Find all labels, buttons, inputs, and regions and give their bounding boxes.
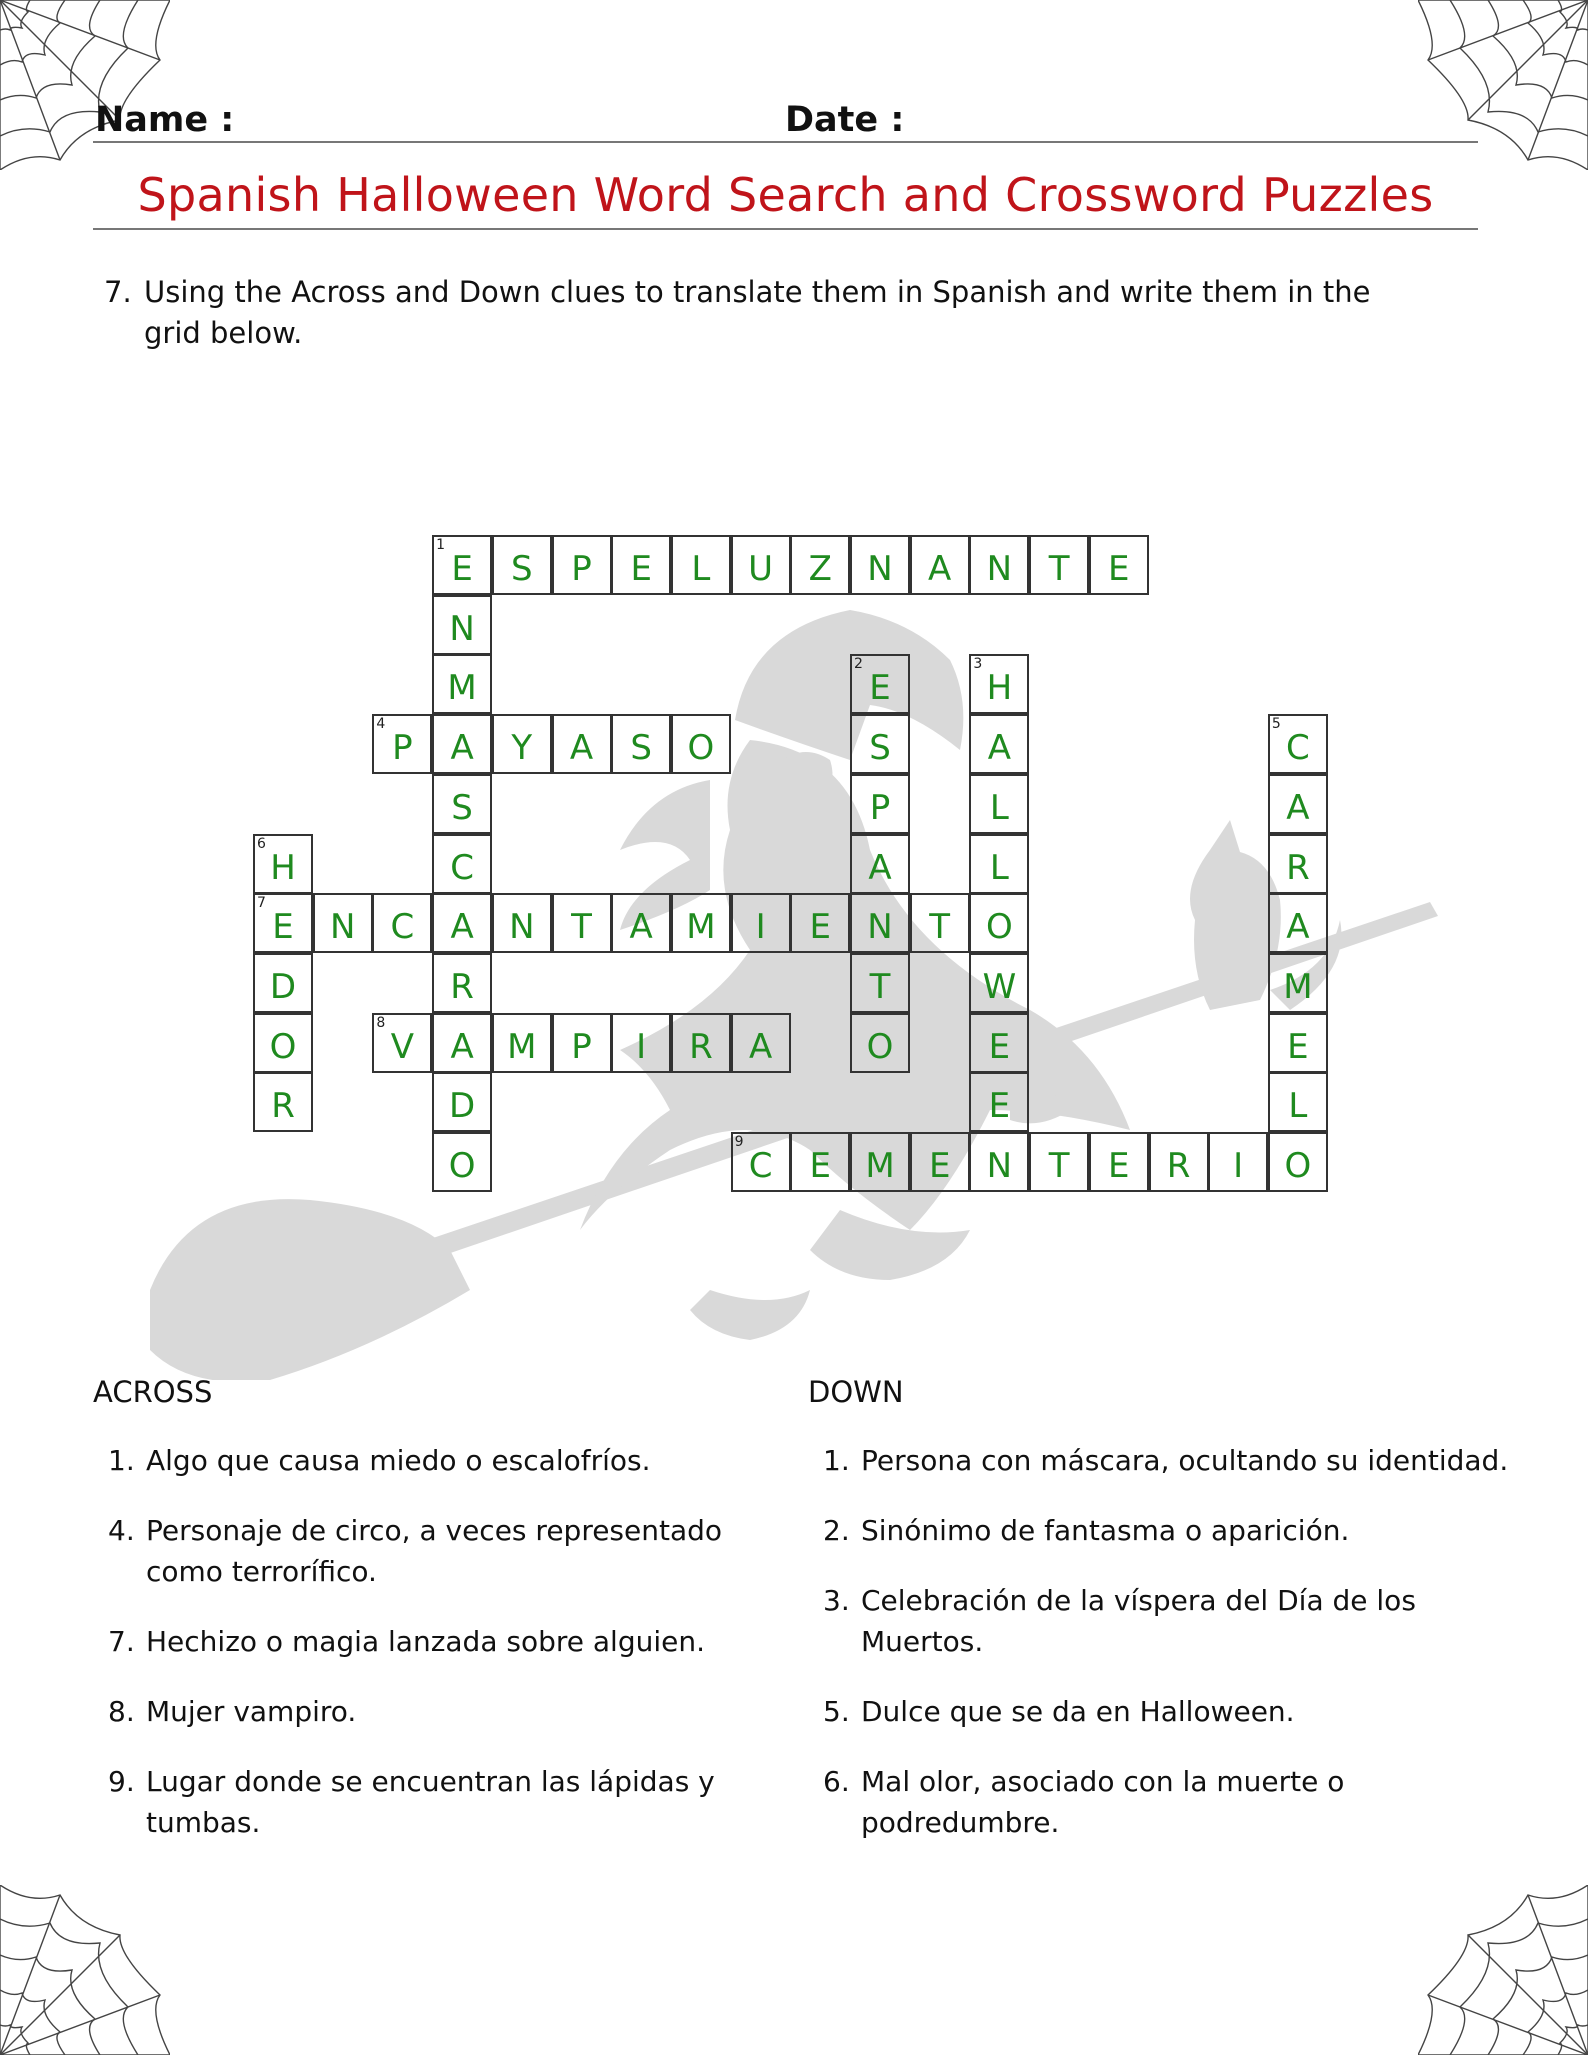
crossword-cell[interactable] [1268,1013,1328,1073]
crossword-cell[interactable] [492,893,552,953]
crossword-cell[interactable] [432,953,492,1013]
down-clue-list [823,1440,1523,1872]
cell-letter: M [507,1026,537,1067]
cell-letter: E [809,1146,832,1186]
crossword-cell[interactable] [731,893,791,953]
cell-number: 7 [257,895,266,912]
crossword-cell[interactable] [492,535,552,595]
cell-letter: L [989,847,1009,888]
crossword-cell[interactable] [432,893,492,953]
cell-letter: P [571,549,592,589]
cell-letter: D [449,1086,476,1127]
cell-number: 1 [436,537,446,553]
cell-letter: U [748,549,774,589]
clue-text: Mujer vampiro. [146,1695,357,1728]
crossword-cell[interactable] [432,1132,492,1192]
crossword-cell[interactable] [969,893,1029,953]
crossword-cell[interactable] [1029,1132,1089,1192]
crossword-cell[interactable] [432,834,492,894]
cell-letter: E [809,907,832,948]
clue-text: Dulce que se da en Halloween. [861,1695,1295,1728]
date-label: Date : [785,100,905,140]
clue-text: Personaje de circo, a veces representado como terrorífico. [146,1514,723,1588]
cell-letter: T [929,907,951,948]
down-clue [823,1440,1523,1481]
crossword-cell[interactable] [611,893,671,953]
clue-number: 8. [108,1695,135,1728]
clue-text: Mal olor, asociado con la muerte o podredumbre. [861,1765,1345,1839]
cell-letter: S [511,549,533,589]
spider-web-icon [1418,1885,1588,2055]
crossword-cell[interactable] [969,654,1029,714]
crossword-cell[interactable] [313,893,373,953]
crossword-cell[interactable] [731,535,791,595]
across-clue-list [108,1440,728,1872]
cell-letter: C [1286,728,1310,769]
cell-letter: E [928,1146,951,1186]
clue-text: Sinónimo de fantasma o aparición. [861,1514,1350,1547]
crossword-cell[interactable] [850,1013,910,1073]
crossword-cell[interactable] [372,714,432,774]
clue-number: 1. [108,1444,135,1477]
crossword-cell[interactable] [969,834,1029,894]
cell-letter: A [1286,907,1310,948]
clue-number: 4. [108,1514,135,1547]
cell-letter: E [988,1026,1011,1067]
cell-letter: N [449,608,475,649]
cell-letter: R [689,1026,713,1067]
cell-letter: O [687,728,715,769]
cell-letter: R [1286,847,1310,888]
cell-letter: P [571,1026,592,1067]
across-heading: ACROSS [93,1375,213,1409]
cell-letter: M [1283,966,1313,1007]
crossword-cell[interactable] [552,535,612,595]
crossword-cell[interactable] [850,714,910,774]
clue-text: Hechizo o magia lanzada sobre alguien. [146,1625,706,1658]
cell-letter: T [869,966,891,1007]
crossword-cell[interactable] [253,953,313,1013]
clue-number: 6. [823,1765,850,1798]
across-clue [108,1761,728,1843]
cell-letter: L [691,549,711,589]
cell-letter: I [755,907,766,948]
cell-letter: T [571,907,592,948]
cell-letter: O [1284,1146,1312,1186]
cell-letter: E [869,668,891,709]
cell-letter: S [869,728,891,769]
cell-letter: E [1287,1026,1309,1067]
clue-number: 7. [108,1625,135,1658]
cell-letter: A [928,549,952,589]
down-clue [823,1761,1523,1843]
cell-letter: R [450,966,474,1007]
across-clue [108,1621,728,1662]
crossword-cell[interactable] [253,1072,313,1132]
cell-letter: A [1286,787,1310,828]
crossword-cell[interactable] [432,654,492,714]
cell-letter: E [1108,1146,1130,1186]
cell-letter: A [987,728,1012,769]
page-title: Spanish Halloween Word Search and Crossword Puzzles [137,168,1434,222]
crossword-cell[interactable] [432,1013,492,1073]
crossword-cell[interactable] [552,1013,612,1073]
clue-number: 3. [823,1584,850,1617]
crossword-cell[interactable] [1089,535,1149,595]
across-clue [108,1691,728,1732]
clue-number: 2. [823,1514,850,1547]
crossword-cell[interactable] [850,953,910,1013]
name-label: Name : [95,100,235,140]
crossword-cell[interactable] [910,893,970,953]
cell-letter: O [866,1026,894,1067]
crossword-cell[interactable] [1268,1072,1328,1132]
cell-letter: Y [511,728,533,769]
cell-letter: O [448,1146,476,1186]
crossword-cell[interactable] [671,1013,731,1073]
cell-letter: S [630,728,652,769]
crossword-cell[interactable] [1268,953,1328,1013]
cell-letter: C [390,907,415,948]
spider-web-bottom-right [1418,1885,1588,2055]
cell-letter: A [748,1026,773,1067]
crossword-cell[interactable] [432,774,492,834]
crossword-cell[interactable] [910,535,970,595]
crossword-cell[interactable] [850,535,910,595]
crossword-cell[interactable] [432,535,492,595]
crossword-cell[interactable] [492,714,552,774]
crossword-cell[interactable] [850,834,910,894]
crossword-cell[interactable] [671,535,731,595]
cell-letter: P [869,787,891,828]
crossword-cell[interactable] [1268,774,1328,834]
cell-letter: A [868,847,892,888]
crossword-cell[interactable] [850,1132,910,1192]
crossword-cell[interactable] [790,535,850,595]
cell-letter: W [982,966,1017,1007]
down-clue [823,1691,1523,1732]
cell-letter: N [986,549,1013,589]
crossword-cell[interactable] [1149,1132,1209,1192]
cell-letter: V [390,1026,415,1067]
down-clue [823,1510,1523,1551]
crossword-cell[interactable] [372,893,432,953]
crossword-cell[interactable] [611,714,671,774]
cell-letter: A [569,728,594,769]
crossword-cell[interactable] [969,714,1029,774]
instruction-number: 7. [104,275,132,309]
cell-letter: A [450,1026,474,1067]
cell-letter: H [986,668,1013,709]
clue-text: Persona con máscara, ocultando su identidad. [861,1444,1509,1477]
crossword-cell[interactable] [552,714,612,774]
cell-letter: C [450,847,474,888]
cell-letter: R [271,1086,295,1127]
crossword-cell[interactable] [969,1072,1029,1132]
crossword-cell[interactable] [611,1013,671,1073]
clue-text: Celebración de la víspera del Día de los Muertos. [861,1584,1416,1658]
crossword-cell[interactable] [969,1132,1029,1192]
cell-letter: R [1166,1146,1191,1186]
crossword-cell[interactable] [611,535,671,595]
crossword-cell[interactable] [731,1132,791,1192]
crossword-cell[interactable] [969,535,1029,595]
cell-letter: N [867,549,893,589]
crossword-cell[interactable] [969,953,1029,1013]
crossword-cell[interactable] [850,654,910,714]
cell-letter: O [986,907,1013,948]
cell-letter: E [988,1086,1011,1127]
cell-number: 8 [376,1014,386,1031]
crossword-cell[interactable] [1268,834,1328,894]
crossword-cell[interactable] [731,1013,791,1073]
down-clue [823,1580,1523,1662]
spider-web-bottom-left [0,1885,170,2055]
cell-number: 6 [257,835,266,852]
crossword-cell[interactable] [552,893,612,953]
cell-letter: H [270,847,296,888]
crossword-cell[interactable] [1268,714,1328,774]
cell-letter: A [629,907,653,948]
cell-number: 5 [1271,716,1281,733]
crossword-cell[interactable] [850,893,910,953]
cell-letter: N [509,907,535,948]
crossword-cell[interactable] [253,1013,313,1073]
crossword-cell[interactable] [969,1013,1029,1073]
instruction-text: Using the Across and Down clues to translate them in Spanish and write them in the grid below. [144,275,1371,350]
crossword-cell[interactable] [969,774,1029,834]
cell-number: 3 [973,656,983,673]
cell-letter: M [865,1146,895,1186]
cell-number: 9 [734,1134,744,1150]
crossword-cell[interactable] [432,595,492,655]
crossword-cell[interactable] [1268,893,1328,953]
cell-letter: S [451,787,473,828]
cell-letter: T [1048,1146,1070,1186]
cell-letter: N [986,1146,1013,1186]
crossword-cell[interactable] [790,893,850,953]
cell-letter: C [748,1146,773,1186]
crossword-cell[interactable] [850,774,910,834]
cell-letter: A [450,728,474,769]
across-clue [108,1510,728,1592]
crossword-cell[interactable] [1029,535,1089,595]
crossword-cell[interactable] [1208,1132,1268,1192]
crossword-cell[interactable] [372,1013,432,1073]
crossword-cell[interactable] [790,1132,850,1192]
crossword-cell[interactable] [671,893,731,953]
cell-letter: T [1048,549,1070,589]
cell-letter: L [1288,1086,1308,1127]
across-clue [108,1440,728,1481]
cell-letter: E [1108,549,1130,589]
cell-letter: D [269,966,297,1007]
cell-letter: I [636,1026,647,1067]
cell-letter: M [447,668,477,709]
clue-number: 9. [108,1765,135,1798]
crossword-cell[interactable] [492,1013,552,1073]
cell-letter: E [451,549,473,589]
cell-letter: E [272,907,294,948]
crossword-cell[interactable] [671,714,731,774]
clue-text: Algo que causa miedo o escalofríos. [146,1444,651,1477]
cell-letter: L [989,787,1009,828]
clue-number: 5. [823,1695,850,1728]
clue-text: Lugar donde se encuentran las lápidas y tumbas. [146,1765,715,1839]
cell-letter: Z [808,549,832,589]
spider-web-icon [0,1885,170,2055]
crossword-cell[interactable] [1268,1132,1328,1192]
crossword-cell[interactable] [432,714,492,774]
cell-letter: P [392,728,413,769]
crossword-cell[interactable] [432,1072,492,1132]
cell-letter: N [867,907,893,948]
cell-letter: I [1233,1146,1244,1186]
crossword-cell[interactable] [1089,1132,1149,1192]
cell-letter: O [269,1026,297,1067]
cell-number: 4 [376,716,386,733]
cell-letter: A [450,907,474,948]
crossword-cell[interactable] [253,834,313,894]
cell-letter: M [686,907,716,948]
cell-letter: E [630,549,652,589]
down-heading: DOWN [808,1375,904,1409]
crossword-cell[interactable] [253,893,313,953]
cell-letter: N [329,907,356,948]
cell-number: 2 [854,656,863,673]
clue-number: 1. [823,1444,850,1477]
crossword-cell[interactable] [910,1132,970,1192]
